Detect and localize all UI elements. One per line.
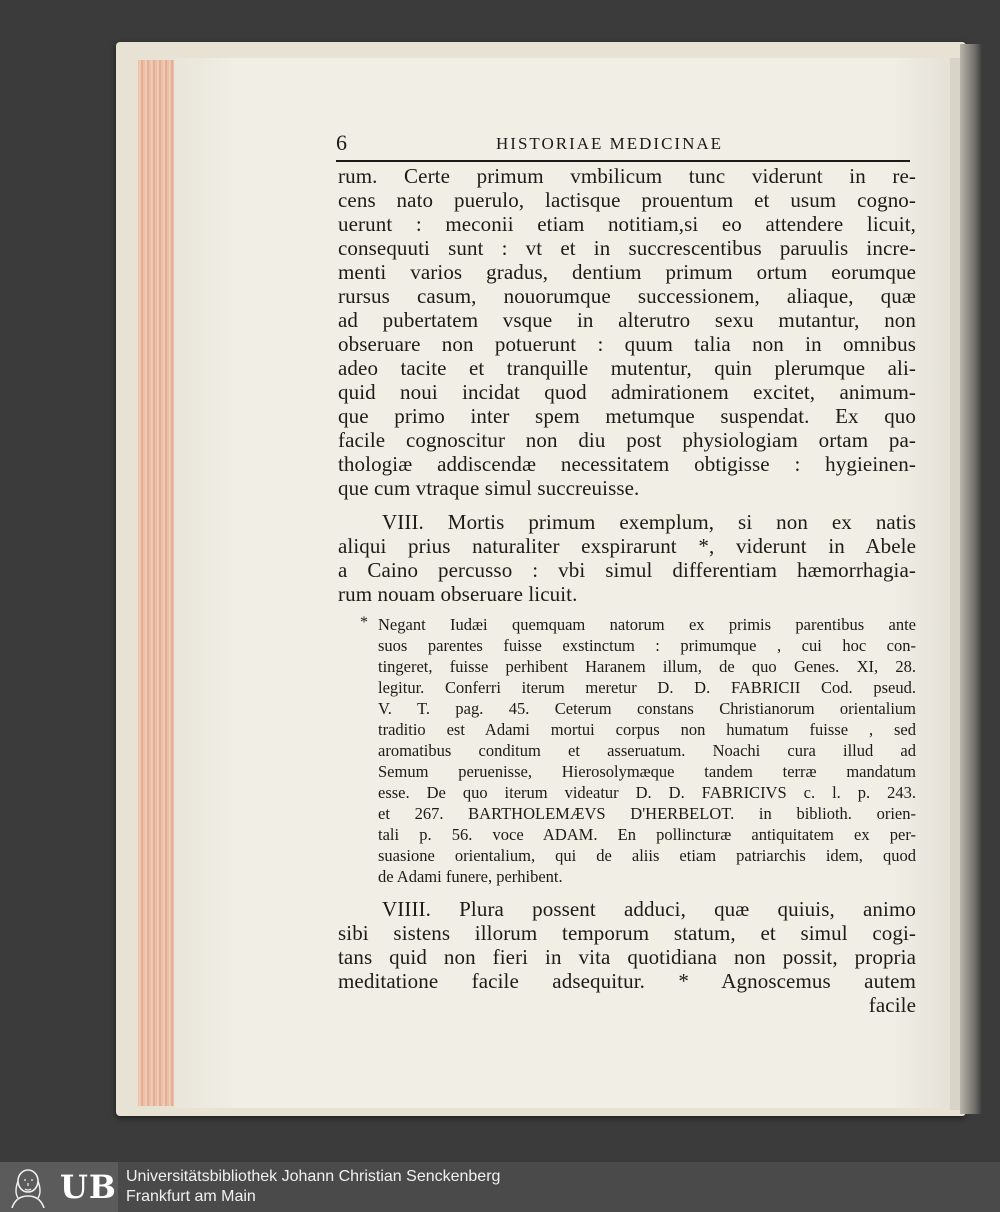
text-line: sibi sistens illorum temporum statum, et simul cogi-: [338, 921, 916, 945]
footnote-line: suos parentes fuisse exstinctum : primumque , cui hoc con-: [378, 636, 916, 655]
paragraph-2: [338, 510, 916, 606]
text-line: ad pubertatem vsque in alterutro sexu mutantur, non: [338, 308, 916, 332]
book-edge-shadow: [960, 44, 982, 1114]
running-head-title: HISTORIAE MEDICINAE: [496, 134, 724, 153]
text-line: que primo inter spem metumque suspendat. Ex quo: [338, 404, 916, 428]
text-line: a Caino percusso : vbi simul differentiam hæmorrhagia-: [338, 558, 916, 582]
paragraph-3: [338, 897, 916, 1017]
footnote-line: tali p. 56. voce ADAM. En pollincturæ antiquitatem ex per-: [378, 825, 916, 844]
senckenberg-bust-icon: [6, 1166, 54, 1208]
page-number: 6: [336, 130, 347, 155]
footnote-line: aromatibus conditum et asseruatum. Noachi cura illud ad: [378, 741, 916, 760]
library-city: Frankfurt am Main: [126, 1188, 256, 1205]
catchword: facile: [868, 993, 916, 1017]
footnote-mark: *: [360, 614, 368, 631]
text-line: cens nato puerulo, lactisque prouentum et usum cogno-: [338, 188, 916, 212]
text-line: rum nouam obseruare licuit.: [338, 582, 578, 606]
footnote-line: esse. De quo iterum videatur D. D. FABRICIVS c. l. p. 243.: [378, 783, 916, 802]
paragraph-1: [338, 164, 916, 500]
text-line: rum. Certe primum vmbilicum tunc viderunt in re-: [338, 164, 916, 188]
text-line: rursus casum, nouorumque successionem, aliaque, quæ: [338, 284, 916, 308]
text-line: obseruare non potuerunt : quum talia non in omnibus: [338, 332, 916, 356]
library-footer: [0, 1162, 1000, 1212]
footnote-line: legitur. Conferri iterum meretur D. D. FABRICII Cod. pseud.: [378, 678, 916, 697]
running-head: [336, 130, 910, 162]
footnote-line: de Adami funere, perhibent.: [378, 867, 563, 886]
text-line: aliqui prius naturaliter exspirarunt *, viderunt in Abele: [338, 534, 916, 558]
footnote-line: tingeret, fuisse perhibent Haranem illum, de quo Genes. XI, 28.: [378, 657, 916, 676]
footnote-line: traditio est Adami mortui corpus non humatum fuisse , sed: [378, 720, 916, 739]
text-line: uerunt : meconii etiam notitiam,si eo attendere licuit,: [338, 212, 916, 236]
text-line: quid noui incidat quod admirationem excitet, animum-: [338, 380, 916, 404]
footnote-line: Negant Iudæi quemquam natorum ex primis parentibus ante: [378, 615, 916, 634]
text-line: que cum vtraque simul succreuisse.: [338, 476, 640, 500]
text-line: tans quid non fieri in vita quotidiana non possit, propria: [338, 945, 916, 969]
footnote-line: Semum peruenisse, Hierosolymæque tandem terræ mandatum: [378, 762, 916, 781]
text-line: consequuti sunt : vt et in succrescentibus paruulis incre-: [338, 236, 916, 260]
footnote-line: suasione orientalium, qui de aliis etiam patriarchis idem, quod: [378, 846, 916, 865]
text-line: thologiæ addiscendæ necessitatem obtigisse : hygieinen-: [338, 452, 916, 476]
text-line: menti varios gradus, dentium primum ortum eorumque: [338, 260, 916, 284]
library-name: Universitätsbibliothek Johann Christian Senckenberg: [126, 1168, 501, 1185]
logo-text: UB: [60, 1168, 117, 1206]
text-line: VIII. Mortis primum exemplum, si non ex natis: [382, 510, 916, 534]
text-line: adeo tacite et tranquille mutentur, quin plerumque ali-: [338, 356, 916, 380]
page-stack-edge: [138, 60, 174, 1106]
footnote: [338, 614, 916, 887]
library-logo[interactable]: [0, 1162, 118, 1212]
page-right-edge: [950, 58, 960, 1110]
footnote-line: et 267. BARTHOLEMÆVS D'HERBELOT. in biblioth. orien-: [378, 804, 916, 823]
text-line: meditatione facile adsequitur. * Agnoscemus autem: [338, 969, 916, 993]
footnote-line: V. T. pag. 45. Ceterum constans Christianorum orientalium: [378, 699, 916, 718]
text-line: facile cognoscitur non diu post physiologiam ortam pa-: [338, 428, 916, 452]
body-text: [338, 164, 916, 1017]
text-line: VIIII. Plura possent adduci, quæ quiuis, animo: [382, 897, 916, 921]
